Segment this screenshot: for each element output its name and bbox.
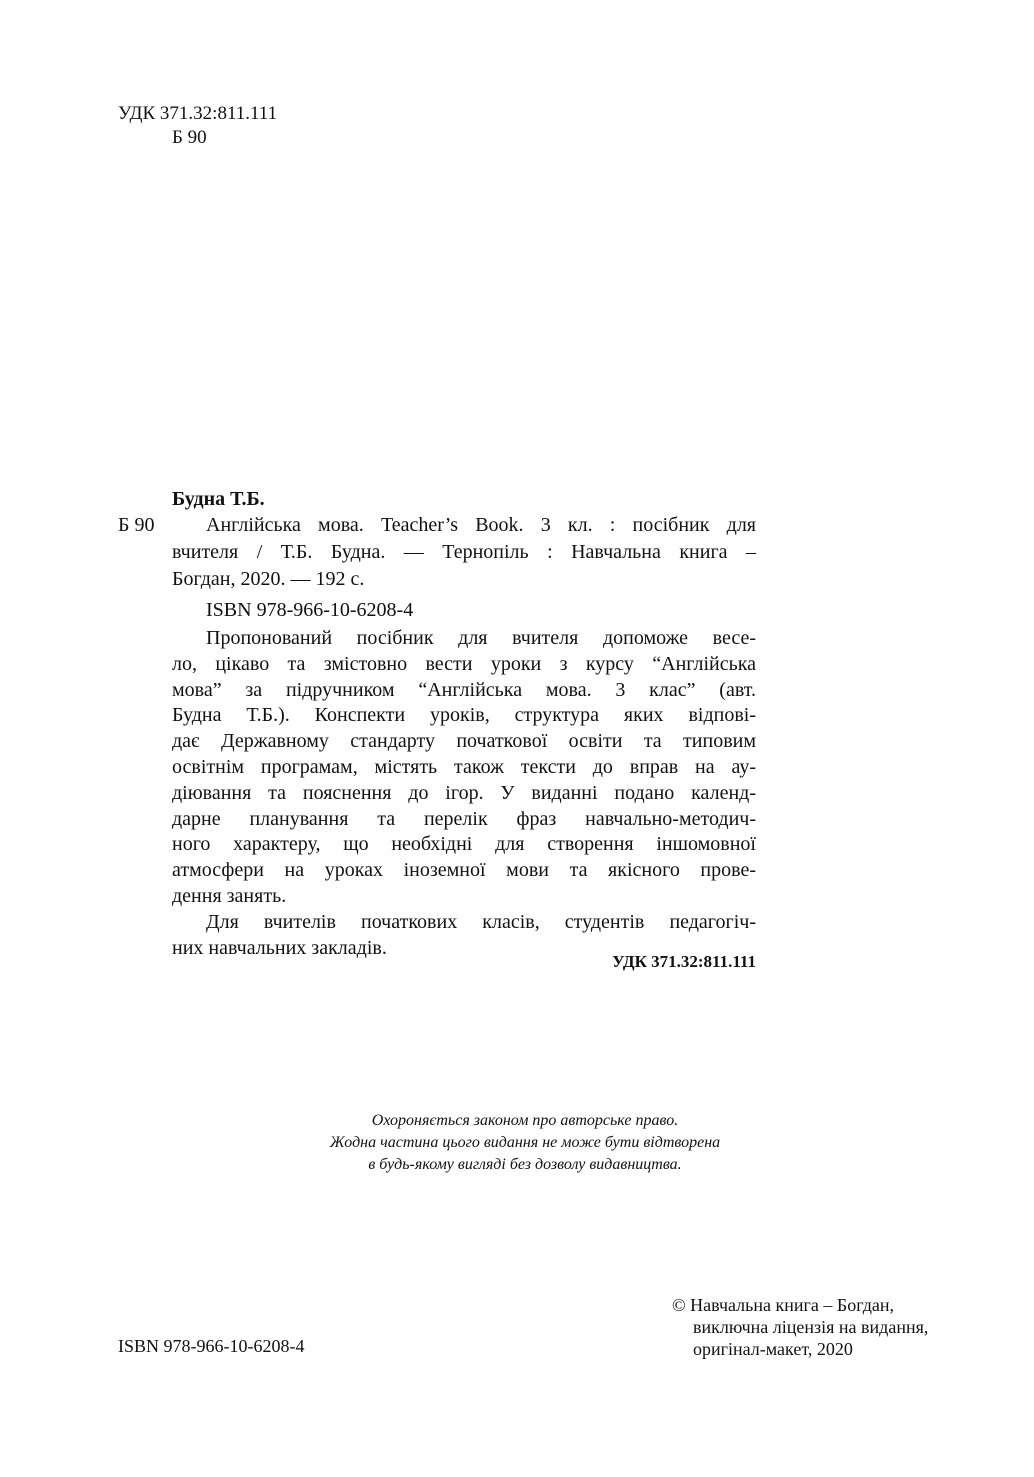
copyright-line: Охороняється законом про авторське право. [371, 1112, 679, 1129]
abstract-line: дає Державному стандарту початкової освіти та типовим [172, 730, 756, 753]
abstract-line: ного характеру, що необхідні для створення іншомовної [172, 833, 756, 856]
abstract-line: дення занять. [172, 884, 287, 907]
udk-code-top: УДК 371.32:811.111 [118, 103, 278, 124]
abstract-line: Пропонований посібник для вчителя допоможе весе- [206, 627, 756, 649]
abstract-line: дарне планування та перелік фраз навчально-методич- [172, 807, 756, 830]
publisher-line: оригінал-макет, 2020 [693, 1339, 853, 1359]
bibliographic-description [172, 512, 756, 593]
isbn-record: ISBN 978-966-10-6208-4 [206, 599, 414, 621]
biblio-line: Англійська мова. Teacher’s Book. 3 кл. : посібник для [206, 514, 756, 536]
publisher-line: © Навчальна книга – Богдан, [672, 1295, 894, 1315]
abstract-line: ло, цікаво та змістовно вести уроки з курсу “Англійська [172, 652, 756, 675]
isbn-footer: ISBN 978-966-10-6208-4 [118, 1336, 305, 1356]
copyright-notice [290, 1110, 760, 1176]
biblio-line: Богдан, 2020. — 192 с. [172, 568, 365, 590]
abstract-line: мова” за підручником “Англійська мова. 3 клас” (авт. [172, 678, 756, 701]
author-name: Будна Т.Б. [172, 488, 265, 510]
copyright-line: в будь-якому вигляді без дозволу видавництва. [368, 1156, 682, 1173]
abstract-text [172, 626, 756, 961]
cutter-number-record: Б 90 [118, 514, 155, 536]
audience-line: них навчальних закладів. [172, 936, 387, 959]
publisher-line: виключна ліцензія на видання, [693, 1317, 929, 1337]
cutter-number-top: Б 90 [172, 127, 207, 148]
udk-code-record: УДК 371.32:811.111 [612, 952, 756, 971]
abstract-line: освітнім програмам, містять також тексти до вправ на ау- [172, 755, 756, 778]
publisher-imprint [672, 1294, 928, 1360]
abstract-line: діювання та пояснення до ігор. У виданні подано календ- [172, 781, 756, 804]
abstract-line: атмосфери на уроках іноземної мови та якісного прове- [172, 859, 756, 882]
copyright-line: Жодна частина цього видання не може бути відтворена [329, 1134, 721, 1151]
biblio-line: вчителя / Т.Б. Будна. — Тернопіль : Навчальна книга – [172, 541, 756, 563]
audience-line: Для вчителів початкових класів, студентів педагогіч- [206, 910, 756, 933]
abstract-line: Будна Т.Б.). Конспекти уроків, структура яких відпові- [172, 704, 756, 727]
